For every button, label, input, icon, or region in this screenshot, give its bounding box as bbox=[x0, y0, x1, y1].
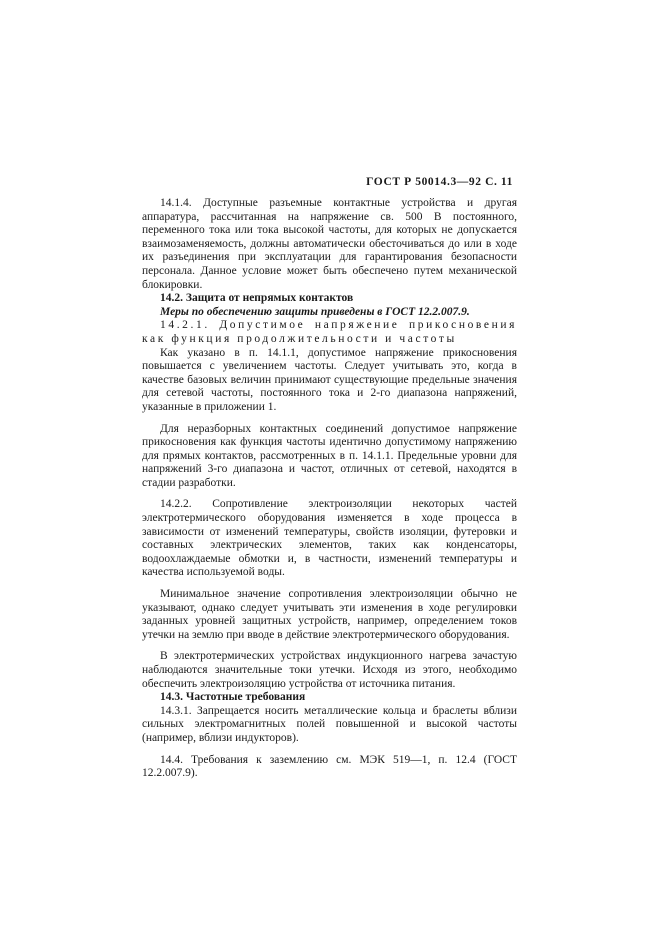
reference-note: Меры по обеспечению защиты приведены в ГОСТ 12.2.007.9. bbox=[160, 305, 470, 318]
paragraph-14-3-1: 14.3.1. Запрещается носить металлические кольца и браслеты вблизи сильных электромагнитных полей повышенной и высокой частоты (например, вблизи индукторов). bbox=[142, 704, 517, 744]
section-heading-14-3: 14.3. Частотные требования bbox=[160, 691, 306, 704]
page-header: ГОСТ Р 50014.3—92 С. 11 bbox=[366, 176, 513, 188]
paragraph-induction-leakage: В электротермических устройствах индукционного нагрева зачастую наблюдаются значительные токи утечки. Исходя из этого, необходимо обеспечить электроизоляцию устройства от источника питания. bbox=[142, 650, 517, 690]
paragraph-14-2-2: 14.2.2. Сопротивление электроизоляции некоторых частей электротермического оборудования изменяется в ходе процесса в зависимости от изменений температуры, свойств изоляции, футеровки и составных электрических элементов, таких как конденсаторы, водоохлаждаемые обмотки и, в частности, изменений температуры и качества используемой воды. bbox=[142, 498, 517, 579]
paragraph-14-4: 14.4. Требования к заземлению см. МЭК 519—1, п. 12.4 (ГОСТ 12.2.007.9). bbox=[142, 753, 517, 780]
paragraph-14-1-4: 14.1.4. Доступные разъемные контактные устройства и другая аппаратура, рассчитанная на напряжение св. 500 В постоянного, переменного тока или тока высокой частоты, для которых не допускается взаимозаменяемость, должны автоматически обесточиваться до или в ходе их разъединения при эксплуатации для гарантирования безопасности персонала. Данное условие может быть обеспечено путем механической блокировки. bbox=[142, 197, 517, 291]
paragraph-frequency-voltage: Как указано в п. 14.1.1, допустимое напряжение прикосновения повышается с увеличением частоты. Следует учитывать это, когда в качестве базовых величин принимают существующие предельные значения для сетевой частоты, постоянного тока и 2-го диапазона напряжений, указанные в приложении 1. bbox=[142, 346, 517, 413]
subsection-title-14-2-1: 14.2.1. Допустимое напряжение прикосновения как функция продолжительности и частоты bbox=[142, 319, 517, 345]
section-heading-14-2: 14.2. Защита от непрямых контактов bbox=[160, 292, 354, 305]
paragraph-non-separable-contacts: Для неразборных контактных соединений допустимое напряжение прикосновения как функция частоты идентично допустимому напряжению для прямых контактов, рассмотренных в п. 14.1.1. Предельные уровни для напряжений 3-го диапазона и частот, отличных от сетевой, находятся в стадии разработки. bbox=[142, 422, 517, 489]
document-body bbox=[142, 197, 517, 781]
paragraph-min-resistance: Минимальное значение сопротивления электроизоляции обычно не указывают, однако следует учитывать эти изменения в ходе регулировки заданных уровней защитных устройств, например, определением токов утечки на землю при вводе в действие электротермического оборудования. bbox=[142, 588, 517, 641]
